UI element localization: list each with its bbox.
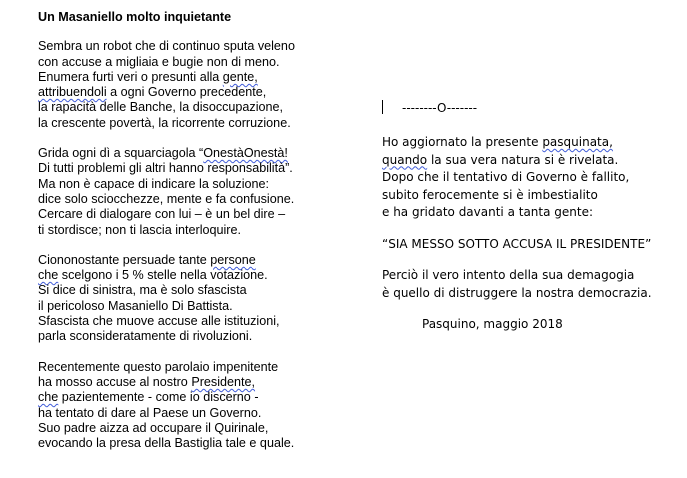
poem-line: la rapacità delle Banche, la disoccupazione, bbox=[38, 100, 284, 115]
poem-line: Enumera furti veri o presunti alla gente, bbox=[38, 69, 258, 84]
spellcheck-mark: che bbox=[38, 390, 59, 405]
poem-line: Ciononostante persuade tante persone bbox=[38, 252, 256, 267]
poem-line: Di tutti problemi gli altri hanno responsabilità”. bbox=[38, 161, 293, 176]
spellcheck-mark: pasquinata, bbox=[542, 135, 613, 149]
poem-line: con accuse a migliaia e bugie non di meno. bbox=[38, 54, 280, 69]
poem-line: la crescente povertà, la ricorrente corruzione. bbox=[38, 115, 291, 130]
poem-line: ha tentato di dare al Paese un Governo. bbox=[38, 405, 262, 420]
addendum-line: subito ferocemente si è imbestialito bbox=[382, 187, 598, 202]
addendum-line: è quello di distruggere la nostra democrazia. bbox=[382, 285, 652, 300]
poem-line: Grida ogni dì a squarciagola “OnestàOnestà! bbox=[38, 146, 288, 161]
poem-line: Cercare di dialogare con lui – è un bel dire – bbox=[38, 207, 286, 222]
spellcheck-mark: gente, bbox=[222, 69, 258, 84]
spellcheck-mark: OnestàOnestà! bbox=[203, 146, 288, 161]
spellcheck-mark: quando bbox=[382, 152, 428, 167]
poem-line: ti stordisce; non ti lascia interloquire. bbox=[38, 222, 241, 237]
text-cursor bbox=[382, 100, 383, 114]
addendum-line: quando la sua vera natura si è rivelata. bbox=[382, 152, 619, 167]
poem-line: che scelgono i 5 % stelle nella votazione. bbox=[38, 268, 268, 283]
addendum-block-1 bbox=[382, 134, 682, 222]
addendum-block-2 bbox=[382, 267, 682, 302]
spellcheck-mark: che bbox=[38, 268, 59, 283]
addendum-column bbox=[382, 134, 682, 334]
spellcheck-mark: attribuendoli bbox=[38, 85, 107, 100]
poem-line: attribuendoli a ogni Governo precedente, bbox=[38, 85, 267, 100]
stanza-1 bbox=[38, 39, 338, 131]
poem-line: Sembra un robot che di continuo sputa veleno bbox=[38, 39, 295, 54]
poem-line: parla sconsideratamente di rivoluzioni. bbox=[38, 329, 253, 344]
stanza-3 bbox=[38, 253, 338, 345]
addendum-line: e ha gridato davanti a tanta gente: bbox=[382, 205, 594, 219]
spellcheck-mark: persone bbox=[210, 252, 256, 267]
addendum-line: Dopo che il tentativo di Governo è fallito, bbox=[382, 170, 630, 184]
poem-line: Suo padre aizza ad occupare il Quirinale, bbox=[38, 420, 269, 435]
poem-line: dice solo sciocchezze, mente e fa confusione. bbox=[38, 191, 295, 206]
poem-line: il pericoloso Masaniello Di Battista. bbox=[38, 298, 233, 313]
addendum-line: Ho aggiornato la presente pasquinata, bbox=[382, 135, 613, 149]
poem-title: Un Masaniello molto inquietante bbox=[38, 10, 232, 24]
addendum-line: Perciò il vero intento della sua demagogia bbox=[382, 268, 635, 282]
stanza-2 bbox=[38, 146, 338, 238]
poem-line: Recentemente questo parolaio impenitente bbox=[38, 359, 279, 374]
spellcheck-mark: Presidente, bbox=[191, 374, 256, 389]
poem-line: evocando la presa della Bastiglia tale e quale. bbox=[38, 436, 295, 451]
poem-line: Si dice di sinistra, ma è solo sfascista bbox=[38, 283, 247, 298]
poem-line: Sfascista che muove accuse alle istituzioni, bbox=[38, 314, 280, 329]
separator: --------O------- bbox=[402, 101, 478, 115]
poem-line: Ma non è capace di indicare la soluzione: bbox=[38, 176, 270, 191]
addendum-quote: “SIA MESSO SOTTO ACCUSA IL PRESIDENTE” bbox=[382, 236, 652, 251]
poem-column bbox=[38, 10, 338, 466]
poem-line: ha mosso accuse al nostro Presidente, bbox=[38, 374, 256, 389]
signature: Pasquino, maggio 2018 bbox=[422, 317, 563, 331]
poem-line: che pazientemente - come io discerno - bbox=[38, 390, 259, 405]
stanza-4 bbox=[38, 360, 338, 452]
